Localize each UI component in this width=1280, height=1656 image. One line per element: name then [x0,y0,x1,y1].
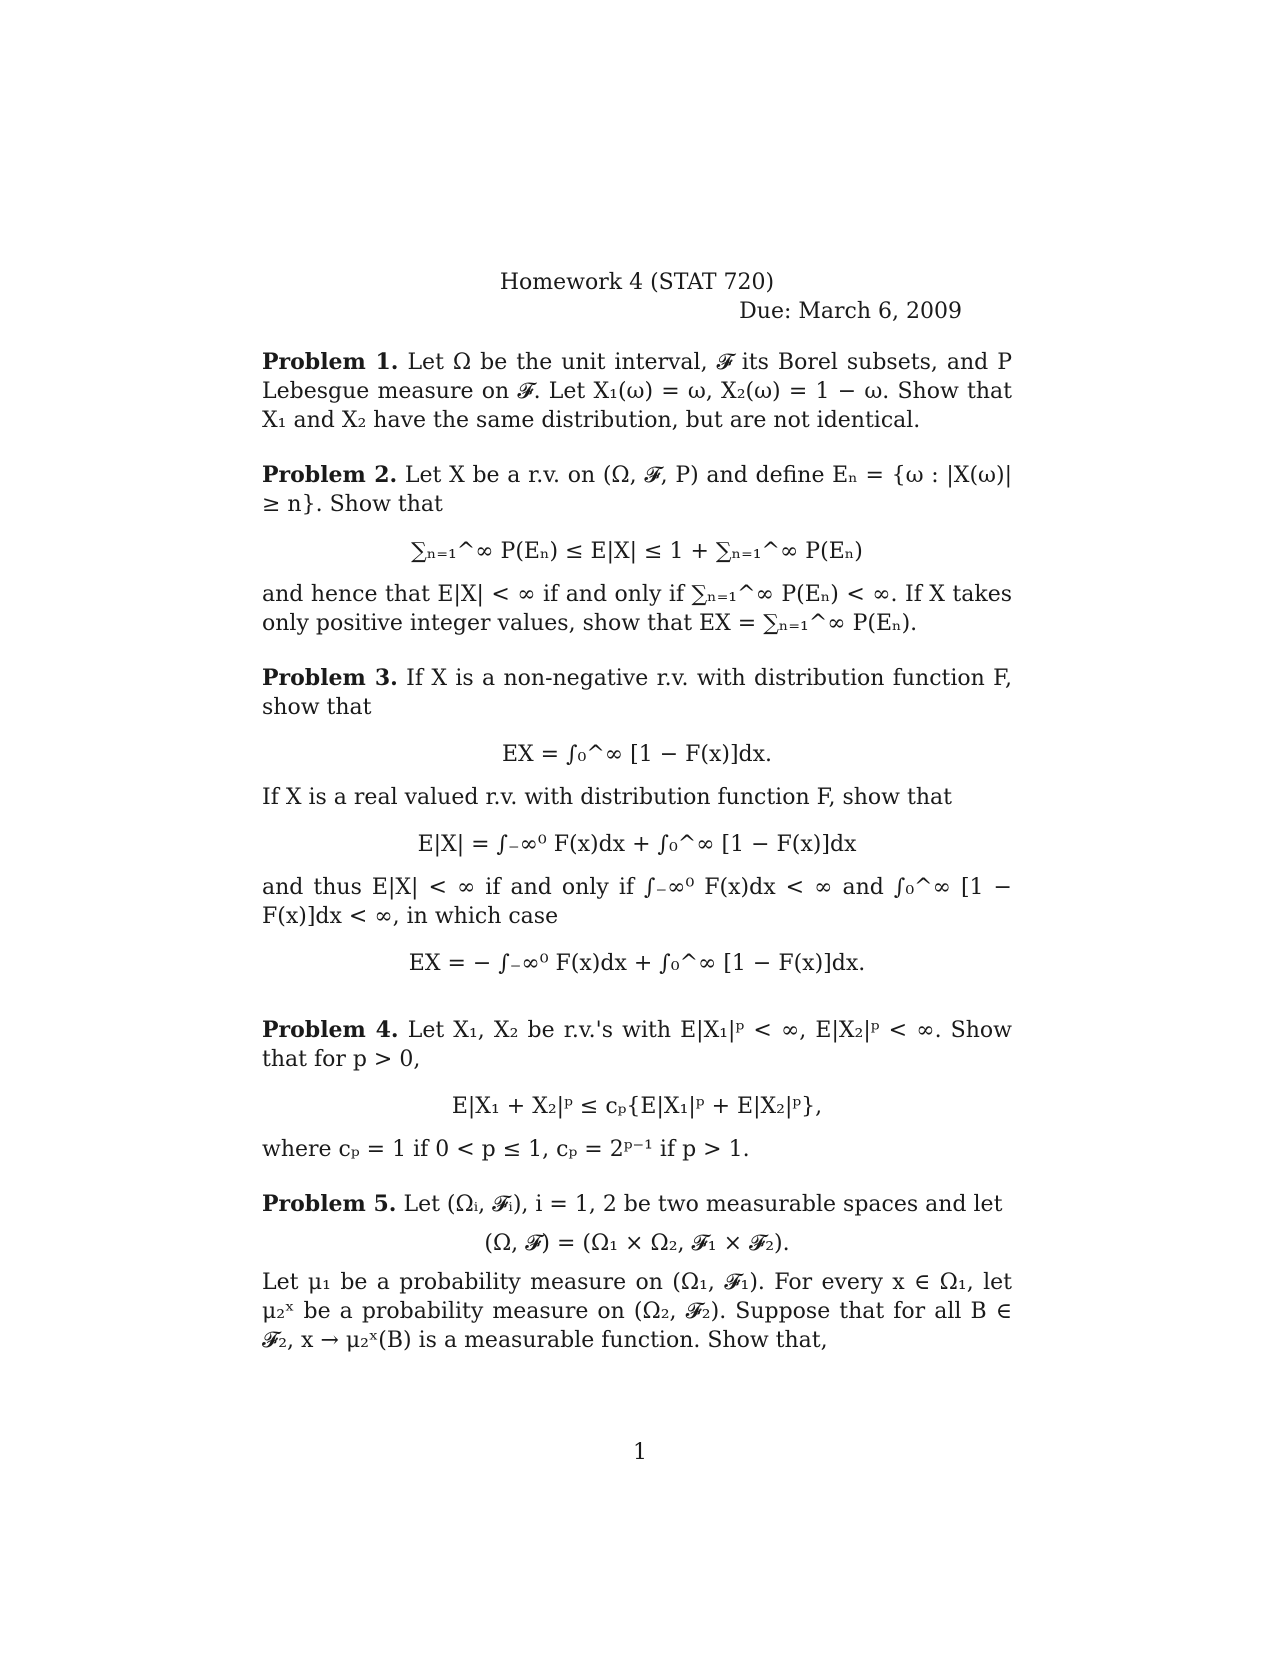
problem-5-text: Let (Ωᵢ, 𝓕ᵢ), i = 1, 2 be two measurable spaces and let [403,1192,1003,1217]
problem-1-label: Problem 1. [262,349,399,375]
problem-5 [262,1190,1012,1219]
document-title: Homework 4 (STAT 720) [499,270,775,295]
problem-4-text: Let X₁, X₂ be r.v.'s with E|X₁|ᵖ < ∞, E|X₂|ᵖ < ∞. Show that for p > 0, [262,1018,1012,1072]
problem-3-text: If X is a non-negative r.v. with distribution function F, show that [262,666,1013,720]
problem-3 [262,664,1012,722]
problem-1-text: Let Ω be the unit interval, 𝓕 its Borel subsets, and P Lebesgue measure on 𝓕. Let X₁(ω) = ω, X₂(ω) = 1 − ω. Show that X₁ and X₂ have the same distribution, but are not identical. [262,350,1013,433]
problem-3-middle: If X is a real valued r.v. with distribution function F, show that [262,785,952,810]
problem-4 [262,1016,1012,1074]
document-page [262,268,1012,1355]
problem-3-label: Problem 3. [262,665,398,691]
problem-3-equation-2: E|X| = ∫₋∞⁰ F(x)dx + ∫₀^∞ [1 − F(x)]dx [417,832,857,857]
problem-2-equation: ∑ₙ₌₁^∞ P(Eₙ) ≤ E|X| ≤ 1 + ∑ₙ₌₁^∞ P(Eₙ) [411,539,863,564]
problem-1 [262,348,1012,435]
problem-3-equation-1: EX = ∫₀^∞ [1 − F(x)]dx. [501,742,773,767]
problem-2-text: Let X be a r.v. on (Ω, 𝓕, P) and define Eₙ = {ω : |X(ω)| ≥ n}. Show that [262,463,1012,517]
problem-4-label: Problem 4. [262,1017,399,1043]
page-number: 1 [633,1440,647,1465]
problem-3-after: and thus E|X| < ∞ if and only if ∫₋∞⁰ F(x)dx < ∞ and ∫₀^∞ [1 − F(x)]dx < ∞, in which case [262,875,1012,929]
problem-5-after: Let μ₁ be a probability measure on (Ω₁, 𝓕₁). For every x ∈ Ω₁, let μ₂ˣ be a probability measure on (Ω₂, 𝓕₂). Suppose that for all B ∈ 𝓕₂, x → μ₂ˣ(B) is a measurable function. Show that, [262,1270,1012,1353]
problem-5-equation: (Ω, 𝓕) = (Ω₁ × Ω₂, 𝓕₁ × 𝓕₂). [484,1231,790,1256]
problem-2-label: Problem 2. [262,462,398,488]
due-date: Due: March 6, 2009 [739,299,962,324]
problem-4-equation: E|X₁ + X₂|ᵖ ≤ cₚ{E|X₁|ᵖ + E|X₂|ᵖ}, [451,1094,823,1119]
problem-4-after: where cₚ = 1 if 0 < p ≤ 1, cₚ = 2ᵖ⁻¹ if p > 1. [262,1137,750,1162]
problem-3-equation-3: EX = − ∫₋∞⁰ F(x)dx + ∫₀^∞ [1 − F(x)]dx. [408,951,866,976]
problem-2 [262,461,1012,519]
problem-5-label: Problem 5. [262,1191,397,1217]
problem-2-after: and hence that E|X| < ∞ if and only if ∑ₙ₌₁^∞ P(Eₙ) < ∞. If X takes only positive integer values, show that EX = ∑ₙ₌₁^∞ P(Eₙ). [262,582,1012,636]
